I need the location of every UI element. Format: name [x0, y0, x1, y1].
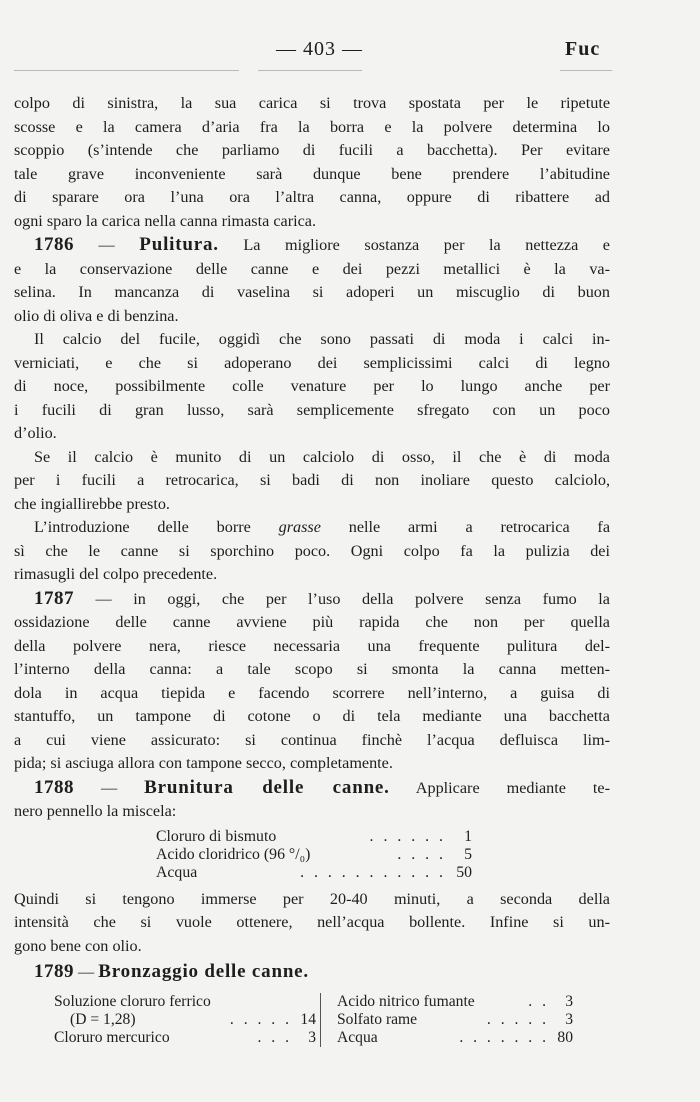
- text-line: scoppio (s’intende che parliamo di fucili a bacchetta). Per evitare: [14, 141, 610, 159]
- leader-dots: . . . . . .: [369, 827, 446, 845]
- text-line: verniciati, e che si adoperano dei semplicissimi calci di legno: [14, 353, 610, 372]
- leader-dots: . . . .: [397, 845, 446, 863]
- text-fragment: L’introduzione delle borre: [34, 518, 279, 536]
- ingredient-quantity: 1: [464, 827, 472, 845]
- text-line: d’olio.: [14, 424, 57, 442]
- section-1787: [14, 587, 610, 776]
- ingredient-quantity: 3: [308, 1028, 316, 1046]
- text-line: dola in acqua tiepida e facendo scorrere nell’interno, a guisa di: [14, 683, 610, 702]
- text-line: per i fucili a retrocarica, si badi di non inoliare questo calciolo,: [14, 471, 610, 489]
- paragraph-calcio: [14, 328, 610, 446]
- ingredient-name: Acqua: [156, 863, 198, 881]
- text-line: di noce, possibilmente colle venature per lo lungo anche per: [14, 377, 610, 395]
- recipe-row: [337, 1011, 573, 1029]
- recipe-column-right: [320, 993, 573, 1047]
- recipe-row: [54, 1011, 316, 1029]
- section-1788: [14, 776, 610, 959]
- section-lead-text: La migliore sostanza per la nettezza e: [218, 236, 610, 254]
- text-line: ogni sparo la carica nella canna rimasta carica.: [14, 211, 316, 230]
- ingredient-name: (D = 1,28): [70, 1010, 136, 1028]
- paragraph-calciolo: [14, 446, 610, 517]
- recipe-row: [156, 864, 472, 882]
- page-number: — 403 —: [276, 38, 363, 60]
- section-title: Pulitura.: [139, 234, 219, 255]
- paragraph-continuation: [14, 92, 610, 233]
- text-line: colpo di sinistra, la sua carica si trova spostata per le ripetute: [14, 94, 610, 112]
- section-number: 1789: [34, 961, 74, 982]
- recipe-row: [337, 993, 573, 1011]
- recipe-table: [156, 828, 610, 882]
- section-number: 1787: [34, 587, 74, 609]
- text-line: della polvere nera, riesce necessaria una frequente pulitura del-: [14, 636, 610, 655]
- ingredient-quantity: 3: [565, 992, 573, 1010]
- ingredient-name: Cloruro di bismuto: [156, 827, 277, 845]
- header-rule-right: [560, 70, 612, 71]
- text-line: olio di oliva e di benzina.: [14, 306, 179, 325]
- leader-dots: . . . . .: [229, 1010, 292, 1028]
- recipe-row: [156, 828, 472, 846]
- bronze-recipe: [14, 993, 610, 1047]
- leader-dots: . . . . . . . . . . .: [300, 863, 446, 881]
- section-number: 1786: [34, 234, 74, 255]
- section-heading-line: [14, 960, 610, 985]
- text-line: Quindi si tengono immerse per 20-40 minuti, a seconda della: [14, 889, 610, 908]
- ingredient-quantity: 80: [557, 1028, 573, 1046]
- section-dash: —: [74, 963, 99, 981]
- text-line: stantuffo, un tampone di cotone o di tela mediante una bacchetta: [14, 707, 610, 725]
- text-line: tale grave inconveniente sarà dunque bene prendere l’abitudine: [14, 164, 610, 183]
- text-line: gono bene con olio.: [14, 936, 142, 955]
- paragraph-borre: [14, 516, 610, 587]
- page-body: [14, 92, 610, 1047]
- ingredient-quantity: 3: [565, 1010, 573, 1028]
- text-line: rimasugli del colpo precedente.: [14, 565, 218, 583]
- text-line: l’interno della canna: a tale scopo si smonta la canna metten-: [14, 660, 610, 678]
- header-rule-mid: [258, 70, 362, 71]
- recipe-row: [54, 1029, 316, 1047]
- text-line: [14, 516, 610, 540]
- text-line: sì che le canne si sporchino poco. Ogni colpo fa la pulizia dei: [14, 541, 610, 560]
- section-lead-text: — in oggi, che per l’uso della polvere senza fumo la: [74, 589, 610, 608]
- ingredient-quantity: 5: [464, 845, 472, 863]
- leader-dots: . . . . . . .: [459, 1028, 549, 1046]
- text-line: i fucili di gran lusso, sarà semplicemente sfregato con un poco: [14, 400, 610, 419]
- ingredient-name: Acido cloridrico (96 °/₀): [156, 845, 311, 863]
- text-line: intensità che si vuole ottenere, nell’acqua bollente. Infine si un-: [14, 913, 610, 931]
- section-1786: [14, 233, 610, 328]
- section-heading-line: [14, 233, 610, 258]
- section-dash: —: [74, 778, 145, 797]
- leader-dots: . . .: [257, 1028, 292, 1046]
- text-line: di sparare ora l’una ora l’altra canna, oppure di ribattere ad: [14, 188, 610, 206]
- recipe-row: [337, 1029, 573, 1047]
- section-lead-text: Applicare mediante te-: [389, 778, 610, 797]
- text-line: a cui viene assicurato: si continua finchè l’acqua defluisca lim-: [14, 730, 610, 749]
- ingredient-name: Acido nitrico fumante: [337, 992, 475, 1010]
- leader-dots: . .: [528, 992, 549, 1010]
- text-line: ossidazione delle canne avviene più rapida che non per quella: [14, 613, 610, 631]
- text-line: Se il calcio è munito di un calciolo di osso, il che è di moda: [34, 447, 610, 466]
- recipe-row: [156, 846, 472, 864]
- recipe-column-left: [14, 993, 316, 1047]
- ingredient-quantity: 14: [300, 1010, 316, 1028]
- section-heading-line: [14, 776, 610, 801]
- italic-word: grasse: [278, 518, 321, 536]
- section-number: 1788: [34, 776, 74, 798]
- text-line: che ingiallirebbe presto.: [14, 494, 170, 513]
- running-title: Fuc: [565, 38, 601, 60]
- ingredient-name: Solfato rame: [337, 1010, 418, 1028]
- text-line: nero pennello la miscela:: [14, 802, 177, 820]
- ingredient-name: Soluzione cloruro ferrico: [54, 992, 211, 1010]
- ingredient-name: Acqua: [337, 1028, 378, 1046]
- text-line: e la conservazione delle canne e dei pezzi metallici è la va-: [14, 259, 610, 278]
- recipe-row: [54, 993, 316, 1011]
- text-fragment: nelle armi a retrocarica fa: [320, 518, 611, 536]
- ingredient-quantity: 50: [456, 863, 472, 881]
- ingredient-name: Cloruro mercurico: [54, 1028, 170, 1046]
- leader-dots: . . . . .: [486, 1010, 549, 1028]
- header-rule-left: [14, 70, 239, 71]
- section-title: Bronzaggio delle canne.: [98, 961, 309, 982]
- text-line: scosse e la camera d’aria fra la borra e la polvere determina lo: [14, 117, 610, 136]
- running-header: [0, 36, 700, 66]
- section-title: Brunitura delle canne.: [144, 776, 390, 798]
- section-1789: [14, 960, 610, 1047]
- section-dash: —: [74, 236, 140, 254]
- text-line: Il calcio del fucile, oggidì che sono passati di moda i calci in-: [34, 330, 610, 348]
- text-line: selina. In mancanza di vaselina si adoperi un miscuglio di buon: [14, 283, 610, 301]
- text-line: pida; si asciuga allora con tampone secco, completamente.: [14, 754, 393, 772]
- section-heading-line: [14, 587, 610, 612]
